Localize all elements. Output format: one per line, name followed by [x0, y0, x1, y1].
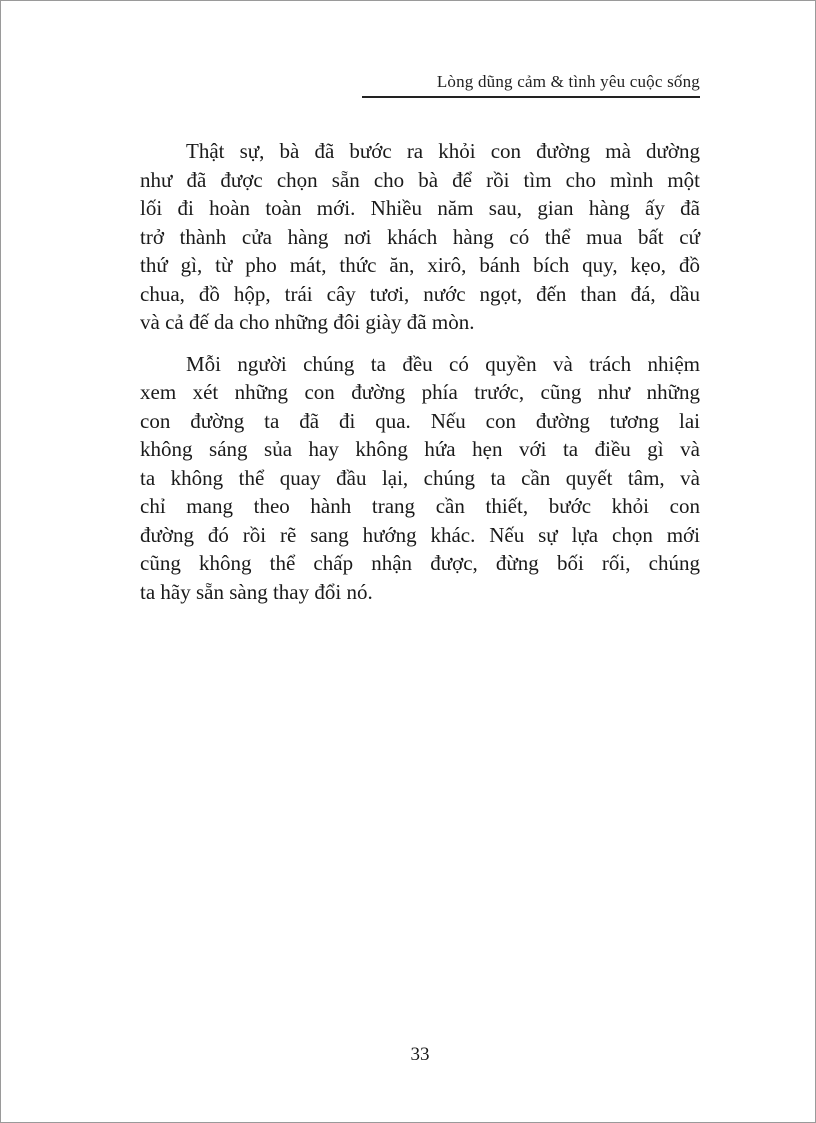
running-header: Lòng dũng cảm & tình yêu cuộc sống: [436, 72, 700, 91]
text-line: Thật sự, bà đã bước ra khỏi con đường mà dường: [186, 139, 700, 163]
text-line: chỉ mang theo hành trang cần thiết, bước khỏi con: [140, 494, 700, 518]
body-text: [140, 137, 700, 606]
text-line: Mỗi người chúng ta đều có quyền và trách nhiệm: [186, 351, 700, 376]
text-line: đường đó rồi rẽ sang hướng khác. Nếu sự lựa chọn mới: [140, 522, 700, 547]
page-number: 33: [410, 1044, 430, 1065]
text-line: chua, đồ hộp, trái cây tươi, nước ngọt, đến than đá, dầu: [140, 281, 700, 306]
text-line: thứ gì, từ pho mát, thức ăn, xirô, bánh bích quy, kẹo, đồ: [140, 253, 700, 277]
text-line: không sáng sủa hay không hứa hẹn với ta điều gì và: [140, 437, 700, 461]
text-line: xem xét những con đường phía trước, cũng như những: [140, 380, 700, 404]
paragraph-1: [140, 137, 700, 337]
text-line: ta hãy sẵn sàng thay đổi nó.: [140, 579, 373, 604]
text-line: lối đi hoàn toàn mới. Nhiều năm sau, gian hàng ấy đã: [140, 196, 700, 220]
text-line: như đã được chọn sẵn cho bà để rồi tìm cho mình một: [140, 167, 700, 192]
text-line: và cả đế da cho những đôi giày đã mòn.: [140, 310, 475, 334]
text-line: cũng không thể chấp nhận được, đừng bối rối, chúng: [140, 551, 700, 575]
text-line: trở thành cửa hàng nơi khách hàng có thể mua bất cứ: [140, 224, 700, 249]
text-line: ta không thể quay đầu lại, chúng ta cần quyết tâm, và: [140, 465, 700, 490]
paragraph-2: [140, 350, 700, 607]
text-line: con đường ta đã đi qua. Nếu con đường tương lai: [140, 408, 700, 433]
header-rule: [362, 96, 700, 98]
